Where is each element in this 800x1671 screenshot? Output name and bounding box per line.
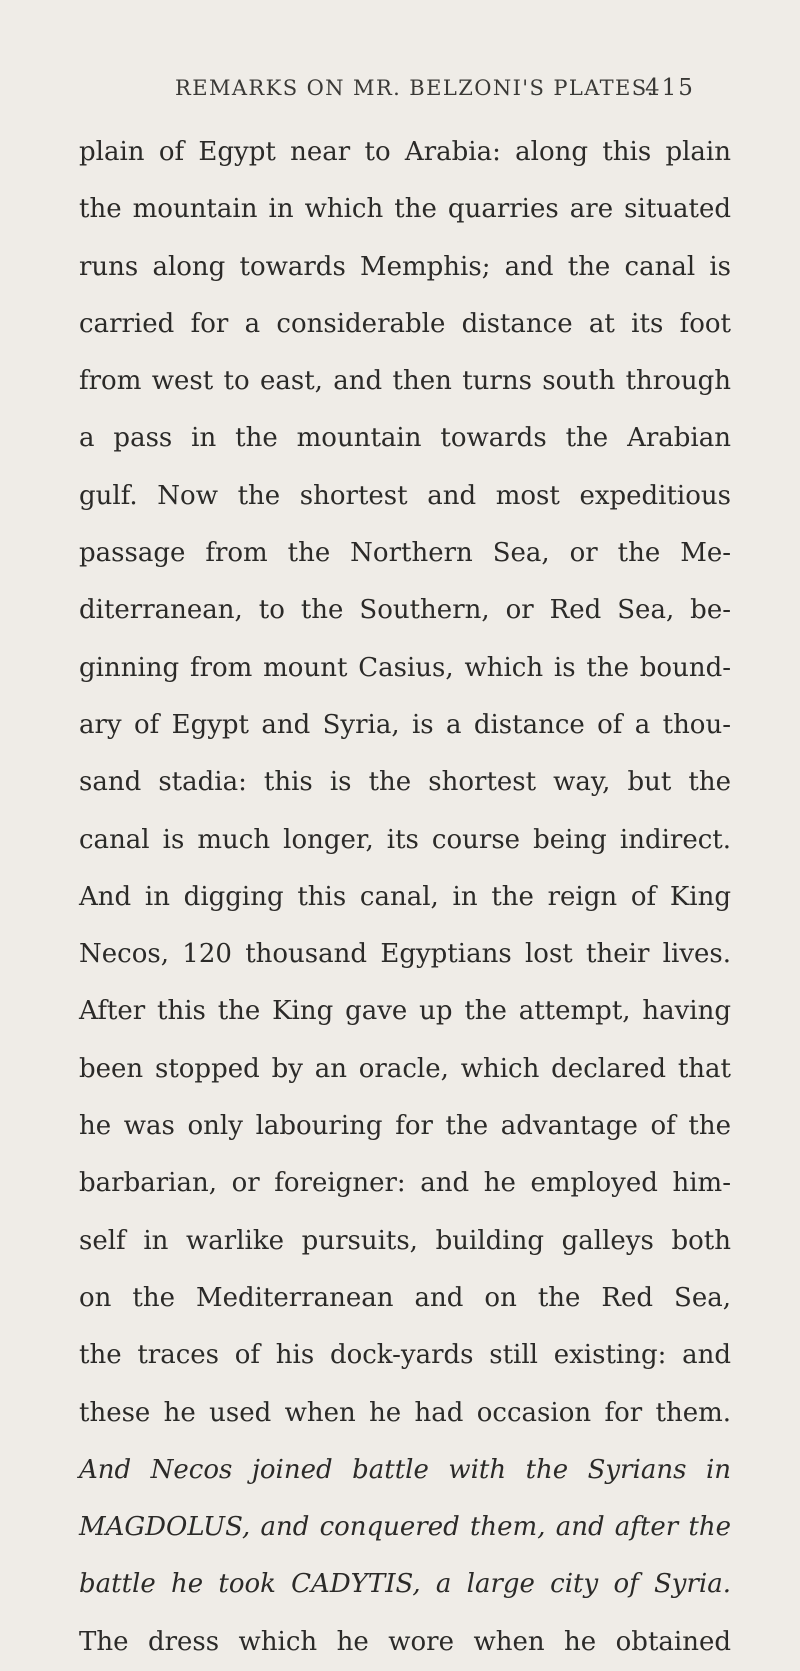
text-line: diterranean, to the Southern, or Red Sea, be-	[79, 595, 731, 626]
text-line: Necos, 120 thousand Egyptians lost their lives.	[79, 939, 731, 970]
text-line-italic: MAGDOLUS, and conquered them, and after the	[79, 1512, 731, 1543]
text-line: ary of Egypt and Syria, is a distance of a thou-	[79, 709, 731, 740]
text-line: these he used when he had occasion for them.	[79, 1397, 731, 1428]
body-text	[79, 124, 731, 1671]
text-line: ginning from mount Casius, which is the bound-	[79, 652, 731, 683]
text-line: runs along towards Memphis; and the canal is	[79, 251, 731, 282]
header-title: REMARKS ON MR. BELZONI'S PLATES.	[175, 76, 655, 100]
text-line: the mountain in which the quarries are situated	[79, 194, 731, 225]
text-line: from west to east, and then turns south through	[79, 366, 731, 397]
text-line: carried for a considerable distance at its foot	[79, 308, 731, 339]
text-line: the traces of his dock-yards still existing: and	[79, 1340, 731, 1371]
text-line: passage from the Northern Sea, or the Me-	[79, 538, 731, 569]
text-line: gulf. Now the shortest and most expeditious	[79, 480, 731, 511]
text-line: The dress which he wore when he obtained	[79, 1626, 731, 1657]
text-line: sand stadia: this is the shortest way, but the	[79, 767, 731, 798]
text-line: self in warlike pursuits, building galleys both	[79, 1225, 731, 1256]
text-line-italic: battle he took CADYTIS, a large city of Syria.	[79, 1569, 731, 1600]
text-line: plain of Egypt near to Arabia: along this plain	[79, 137, 731, 167]
page-number: 415	[645, 75, 695, 101]
text-line: he was only labouring for the advantage of the	[79, 1111, 731, 1142]
text-line: canal is much longer, its course being indirect.	[79, 824, 731, 855]
text-line: on the Mediterranean and on the Red Sea,	[79, 1282, 731, 1313]
running-header	[175, 76, 775, 106]
text-line: a pass in the mountain towards the Arabian	[79, 423, 731, 454]
text-line-italic: And Necos joined battle with the Syrians in	[79, 1454, 731, 1485]
text-line: After this the King gave up the attempt, having	[79, 996, 731, 1027]
text-line: been stopped by an oracle, which declared that	[79, 1053, 731, 1084]
text-line: And in digging this canal, in the reign of King	[79, 881, 731, 912]
text-line: barbarian, or foreigner: and he employed him-	[79, 1168, 731, 1199]
